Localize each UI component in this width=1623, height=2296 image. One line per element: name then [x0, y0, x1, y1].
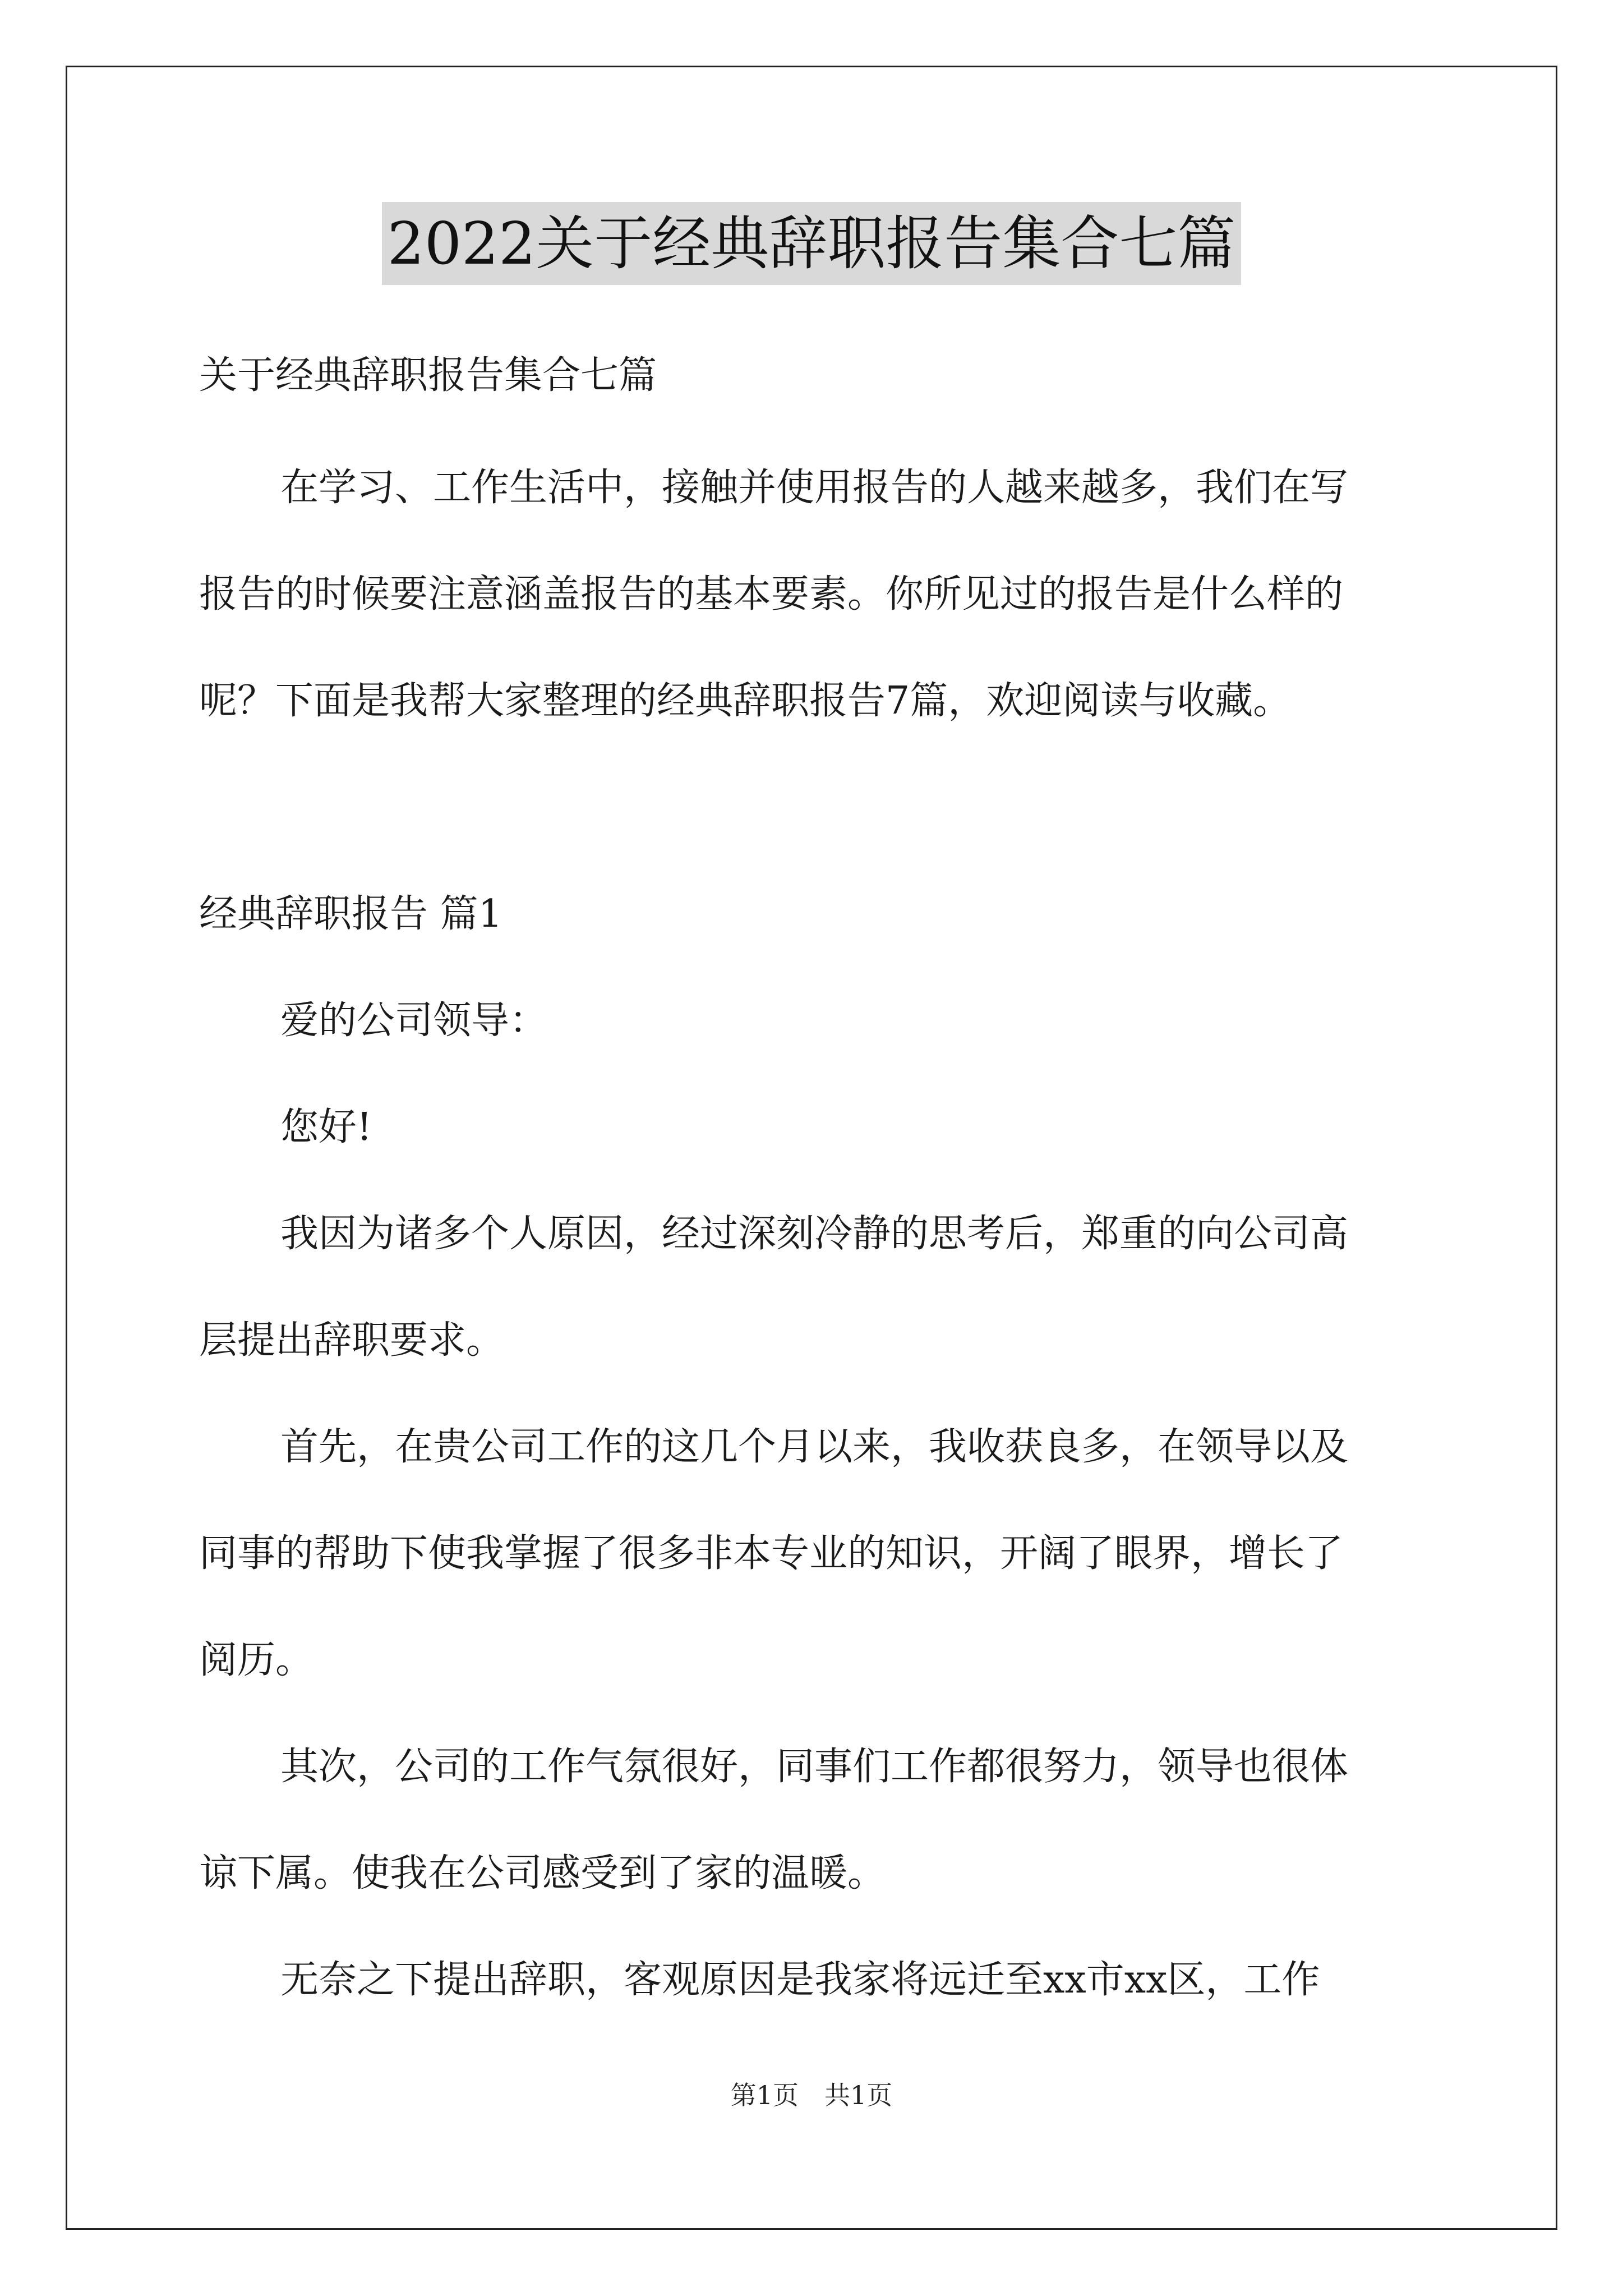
- document-title: 2022关于经典辞职报告集合七篇: [382, 202, 1242, 285]
- body-line: 无奈之下提出辞职，客观原因是我家将远迁至xx市xx区，工作: [280, 1958, 1320, 2002]
- salutation: 爱的公司领导：: [280, 999, 548, 1043]
- page-footer: 第1页 共1页: [730, 2080, 893, 2110]
- body-line: 首先，在贵公司工作的这几个月以来，我收获良多，在领导以及: [280, 1425, 1349, 1469]
- body-line: 其次，公司的工作气氛很好，同事们工作都很努力，领导也很体: [280, 1745, 1349, 1789]
- body-line: 我因为诸多个人原因，经过深刻冷静的思考后，郑重的向公司高: [280, 1212, 1349, 1256]
- document-subtitle: 关于经典辞职报告集合七篇: [199, 353, 657, 398]
- body-line: 阅历。: [199, 1638, 314, 1682]
- intro-line: 呢？下面是我帮大家整理的经典辞职报告7篇，欢迎阅读与收藏。: [199, 679, 1292, 723]
- body-line: 层提出辞职要求。: [199, 1318, 505, 1363]
- intro-line: 在学习、工作生活中，接触并使用报告的人越来越多，我们在写: [280, 466, 1349, 510]
- title-container: [0, 202, 1623, 285]
- intro-line: 报告的时候要注意涵盖报告的基本要素。你所见过的报告是什么样的: [199, 572, 1344, 616]
- body-line: 谅下属。使我在公司感受到了家的温暖。: [199, 1851, 886, 1895]
- body-line: 同事的帮助下使我掌握了很多非本专业的知识，开阔了眼界，增长了: [199, 1531, 1344, 1576]
- section-heading: 经典辞职报告 篇1: [199, 892, 502, 936]
- greeting: 您好!: [280, 1105, 372, 1149]
